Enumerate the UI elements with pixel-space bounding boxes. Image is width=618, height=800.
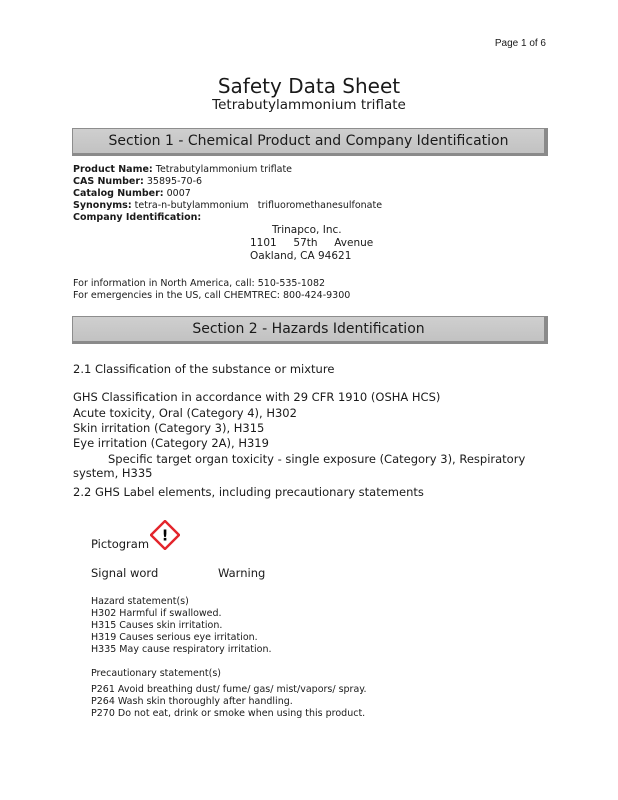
stot-line-1: Specific target organ toxicity - single exposure (Category 3), Respiratory [108,452,526,466]
signal-word-value: Warning [218,566,266,580]
catalog-number-value: 0007 [166,188,191,199]
document-title: Safety Data Sheet [217,74,401,98]
ghs-item: Skin irritation (Category 3), H315 [73,421,265,435]
ghs-item: Eye irritation (Category 2A), H319 [73,436,269,450]
ghs-item: Acute toxicity, Oral (Category 4), H302 [73,406,297,420]
cas-number-label: CAS Number: [73,176,144,187]
pictogram-label: Pictogram [91,537,150,551]
synonyms-label: Synonyms: [73,200,132,211]
company-street: 1101 57th Avenue [250,237,374,249]
pictogram-symbol: ! [161,526,169,545]
page-number: Page 1 of 6 [494,38,546,49]
product-name-line [73,164,292,175]
hazard-statement-item: H335 May cause respiratory irritation. [91,644,272,655]
precautionary-statements-heading: Precautionary statement(s) [91,668,222,679]
catalog-number-line [73,188,191,199]
hazard-statements-heading: Hazard statement(s) [91,596,189,607]
signal-word-label: Signal word [91,566,159,580]
precautionary-statement-item: P270 Do not eat, drink or smoke when using this product. [91,708,366,719]
hazard-statement-item: H315 Causes skin irritation. [91,620,223,631]
subsection-2-2-heading: 2.2 GHS Label elements, including precautionary statements [73,485,424,499]
catalog-number-label: Catalog Number: [73,188,164,199]
section-1-header: Section 1 - Chemical Product and Company Identification [72,128,548,156]
info-emergency: For emergencies in the US, call CHEMTREC: 800-424-9300 [73,290,351,301]
company-identification-text: Company Identification: [73,212,202,223]
hazard-statement-item: H319 Causes serious eye irritation. [91,632,258,643]
section-2-header: Section 2 - Hazards Identification [72,316,548,344]
precautionary-statement-item: P261 Avoid breathing dust/ fume/ gas/ mist/vapors/ spray. [91,684,367,695]
company-city: Oakland, CA 94621 [250,250,352,262]
synonyms-line [73,200,382,211]
product-name-label: Product Name: [73,164,153,175]
company-name: Trinapco, Inc. [272,224,342,236]
cas-number-value: 35895-70-6 [146,176,203,187]
cas-number-line [73,176,202,187]
document-subtitle: Tetrabutylammonium triflate [212,97,406,113]
info-north-america: For information in North America, call: 510-535-1082 [73,278,326,289]
subsection-2-1-heading: 2.1 Classification of the substance or mixture [73,362,335,376]
synonyms-value: tetra-n-butylammonium trifluoromethanesulfonate [134,200,383,211]
ghs-classification-intro: GHS Classification in accordance with 29 CFR 1910 (OSHA HCS) [73,390,441,404]
stot-line-2: system, H335 [73,466,153,480]
hazard-statement-item: H302 Harmful if swallowed. [91,608,222,619]
company-identification-label [73,212,201,223]
exclamation-mark-pictogram-icon [150,520,180,550]
product-name-value: Tetrabutylammonium triflate [155,164,293,175]
precautionary-statement-item: P264 Wash skin thoroughly after handling. [91,696,293,707]
